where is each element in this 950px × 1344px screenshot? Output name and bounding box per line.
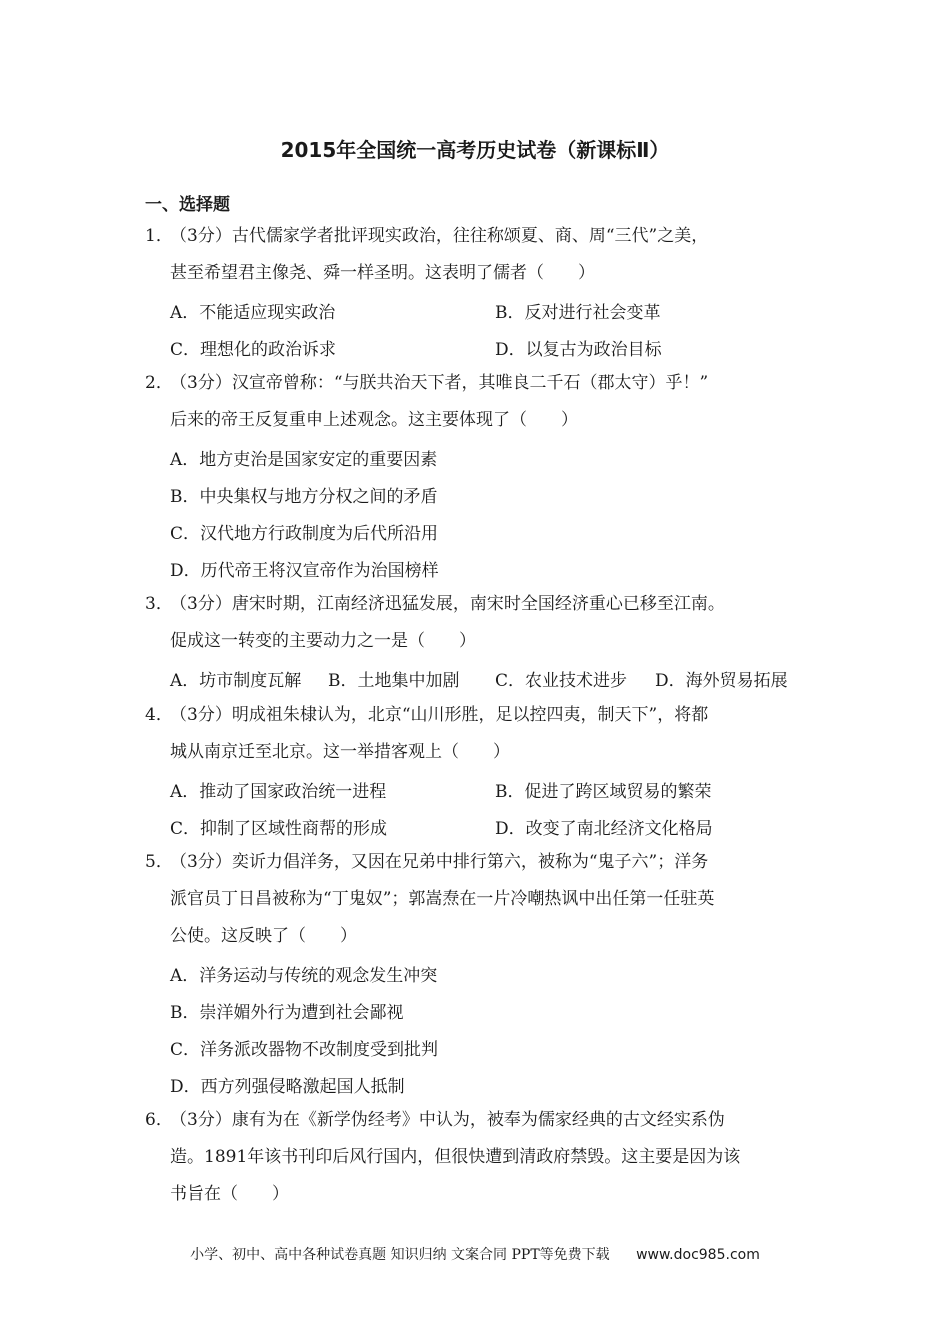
option-a: A．地方吏治是国家安定的重要因素 [170, 450, 438, 470]
question-stem-line: 派官员丁日昌被称为“丁鬼奴”；郭嵩焘在一片冷嘲热讽中出任第一任驻英 [170, 889, 715, 909]
option-a: A．洋务运动与传统的观念发生冲突 [170, 966, 438, 986]
option-d: D．海外贸易拓展 [655, 671, 788, 691]
question-stem-line: 造。1891年该书刊印后风行国内，但很快遭到清政府禁毁。这主要是因为该 [170, 1147, 741, 1167]
question-5 [145, 844, 815, 955]
option-c: C．农业技术进步 [495, 671, 628, 691]
question-number: 5． [145, 852, 173, 872]
question-stem-line: （3分）汉宣帝曾称：“与朕共治天下者，其唯良二千石（郡太守）乎！” [170, 373, 709, 393]
question-number: 1． [145, 226, 173, 246]
question-3 [145, 586, 815, 660]
option-a: A．坊市制度瓦解 [170, 671, 302, 691]
option-d: D．历代帝王将汉宣帝作为治国榜样 [170, 561, 439, 581]
question-number: 4． [145, 705, 173, 725]
section-heading: 一、选择题 [145, 195, 230, 215]
question-1 [145, 218, 815, 292]
question-6 [145, 1102, 815, 1213]
page-title: 2015年全国统一高考历史试卷（新课标Ⅱ） [280, 138, 670, 162]
question-number: 6． [145, 1110, 173, 1130]
option-d: D．以复古为政治目标 [495, 340, 662, 360]
option-a: A．推动了国家政治统一进程 [170, 782, 387, 802]
option-c: C．汉代地方行政制度为后代所沿用 [170, 524, 439, 544]
question-number: 2． [145, 373, 173, 393]
question-stem-line: （3分）古代儒家学者批评现实政治，往往称颂夏、商、周“三代”之美， [170, 226, 709, 246]
option-b: B．崇洋媚外行为遭到社会鄙视 [170, 1003, 404, 1023]
option-d: D．西方列强侵略激起国人抵制 [170, 1077, 405, 1097]
question-stem-line: （3分）康有为在《新学伪经考》中认为，被奉为儒家经典的古文经实系伪 [170, 1110, 725, 1130]
option-b: B．促进了跨区域贸易的繁荣 [495, 782, 712, 802]
option-b: B．反对进行社会变革 [495, 303, 661, 323]
question-stem-line: 促成这一转变的主要动力之一是（ ） [170, 631, 476, 651]
option-a: A．不能适应现实政治 [170, 303, 336, 323]
option-c: C．抑制了区域性商帮的形成 [170, 819, 388, 839]
question-stem-line: 城从南京迁至北京。这一举措客观上（ ） [170, 742, 510, 762]
option-c: C．洋务派改器物不改制度受到批判 [170, 1040, 439, 1060]
footer-text: 小学、初中、高中各种试卷真题 知识归纳 文案合同 PPT等免费下载 [190, 1247, 610, 1263]
question-stem-line: 甚至希望君主像尧、舜一样圣明。这表明了儒者（ ） [170, 263, 595, 283]
option-b: B．土地集中加剧 [328, 671, 460, 691]
option-d: D．改变了南北经济文化格局 [495, 819, 713, 839]
question-stem-line: （3分）奕䜣力倡洋务，又因在兄弟中排行第六，被称为“鬼子六”；洋务 [170, 852, 709, 872]
page-footer [0, 1244, 950, 1264]
option-c: C．理想化的政治诉求 [170, 340, 337, 360]
question-stem-line: 书旨在（ ） [170, 1184, 289, 1204]
option-b: B．中央集权与地方分权之间的矛盾 [170, 487, 438, 507]
question-stem-line: （3分）唐宋时期，江南经济迅猛发展，南宋时全国经济重心已移至江南。 [170, 594, 725, 614]
question-number: 3． [145, 594, 173, 614]
question-stem-line: 后来的帝王反复重申上述观念。这主要体现了（ ） [170, 410, 578, 430]
question-stem-line: 公使。这反映了（ ） [170, 926, 357, 946]
footer-link[interactable]: www.doc985.com [636, 1247, 760, 1263]
question-2 [145, 365, 815, 439]
question-stem-line: （3分）明成祖朱棣认为，北京“山川形胜，足以控四夷，制天下”，将都 [170, 705, 709, 725]
question-4 [145, 697, 815, 771]
